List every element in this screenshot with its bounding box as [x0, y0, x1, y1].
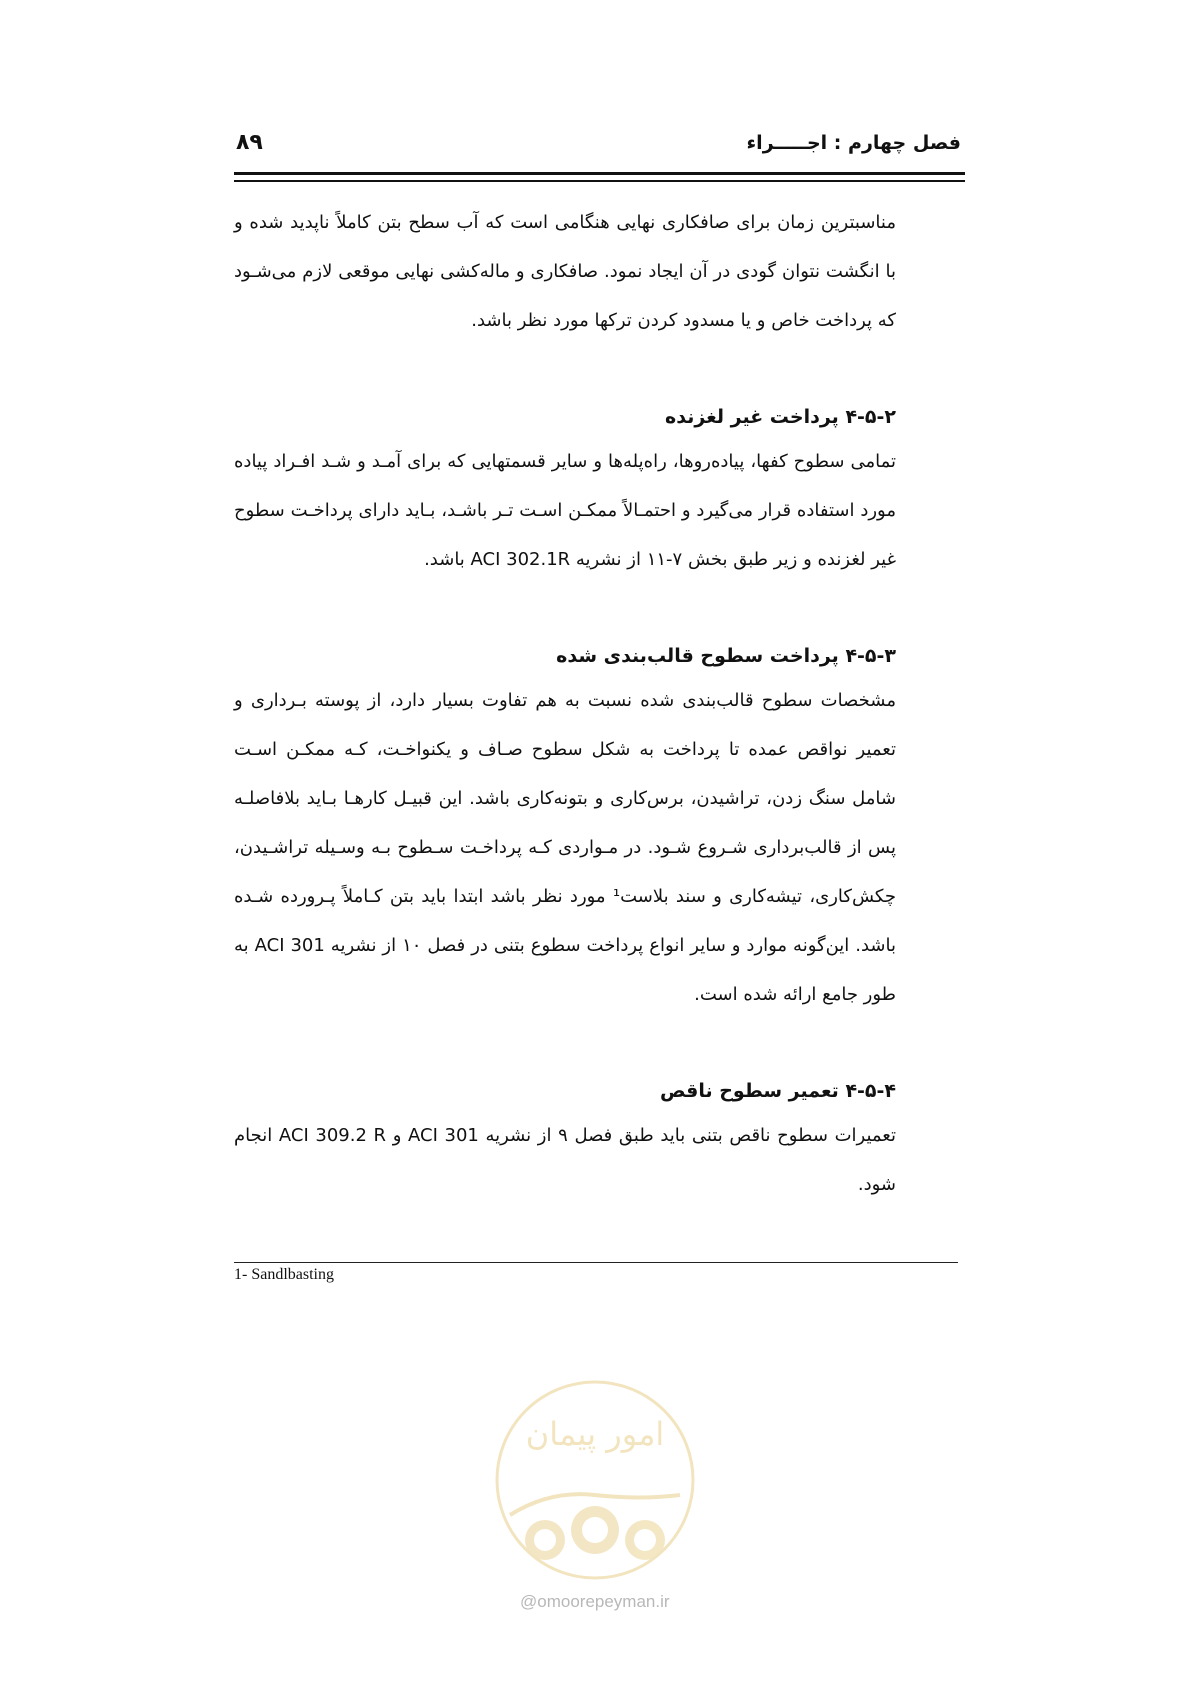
section-body-4-5-4: تعمیرات سطوح ناقص بتنی باید طبق فصل ۹ از نشریه ACI 301 و ACI 309.2 R انجام شود.	[234, 1125, 896, 1195]
footnote-rule	[234, 1262, 958, 1263]
section-heading-4-5-2: ۴-۵-۲ پرداخت غیر لغزنده	[665, 406, 896, 428]
footnote: 1- Sandlbasting	[234, 1266, 334, 1283]
chapter-title: فصل چهارم : اجـــــراء	[746, 132, 961, 154]
intro-paragraph: مناسبترین زمان برای صافکاری نهایی هنگامی است که آب سطح بتن کاملاً ناپدید شده و با انگشت نتوان گودی در آن ایجاد نمود. صافکاری و ماله‌کشی نهایی موقعی لازم می‌شـود که پرداخت خاص و یا مسدود کردن ترکها مورد نظر باشد.	[234, 212, 896, 331]
svg-text:امور پیمان: امور پیمان	[525, 1415, 665, 1453]
page-body	[234, 198, 896, 1209]
section-heading-4-5-4: ۴-۵-۴ تعمیر سطوح ناقص	[659, 1080, 896, 1102]
header-rule-thick	[234, 172, 965, 175]
header-rule-thin	[234, 180, 965, 182]
watermark-url: @omoorepeyman.ir	[520, 1592, 670, 1611]
section-body-4-5-2: تمامی سطوح کفها، پیاده‌روها، راه‌پله‌ها و سایر قسمتهایی که برای آمـد و شـد افـراد پیاده مورد استفاده قرار می‌گیرد و احتمـالاً ممکـن اسـت تـر باشـد، بـاید دارای پرداخـت سطوح غیر لغزنده و زیر طبق بخش ۷-۱۱ از نشریه ACI 302.1R باشد.	[234, 451, 896, 570]
section-heading-4-5-3: ۴-۵-۳ پرداخت سطوح قالب‌بندی شده	[556, 645, 896, 667]
watermark-logo	[490, 1375, 700, 1585]
page-header	[236, 128, 961, 168]
section-body-4-5-3: مشخصات سطوح قالب‌بندی شده نسبت به هم تفاوت بسیار دارد، از پوسته بـرداری و تعمیر نواقص عمده تا پرداخت به شکل سطوح صـاف و یکنواخـت، کـه ممکـن اسـت شامل سنگ زدن، تراشیدن، برس‌کاری و بتونه‌کاری باشد. این قبیـل کارهـا بـاید بلافاصلـه پس از قالب‌برداری شـروع شـود. در مـواردی کـه پرداخـت سـطوح بـه وسـیله تراشـیدن، چکش‌کاری، تیشه‌کاری و سند بلاست¹ مورد نظر باشد ابتدا باید بتن کـاملاً پـرورده شـده باشد. این‌گونه موارد و سایر انواع پرداخت سطوع بتنی در فصل ۱۰ از نشریه ACI 301 به طور جامع ارائه شده است.	[234, 690, 896, 1005]
page-number: ۸۹	[236, 130, 263, 155]
